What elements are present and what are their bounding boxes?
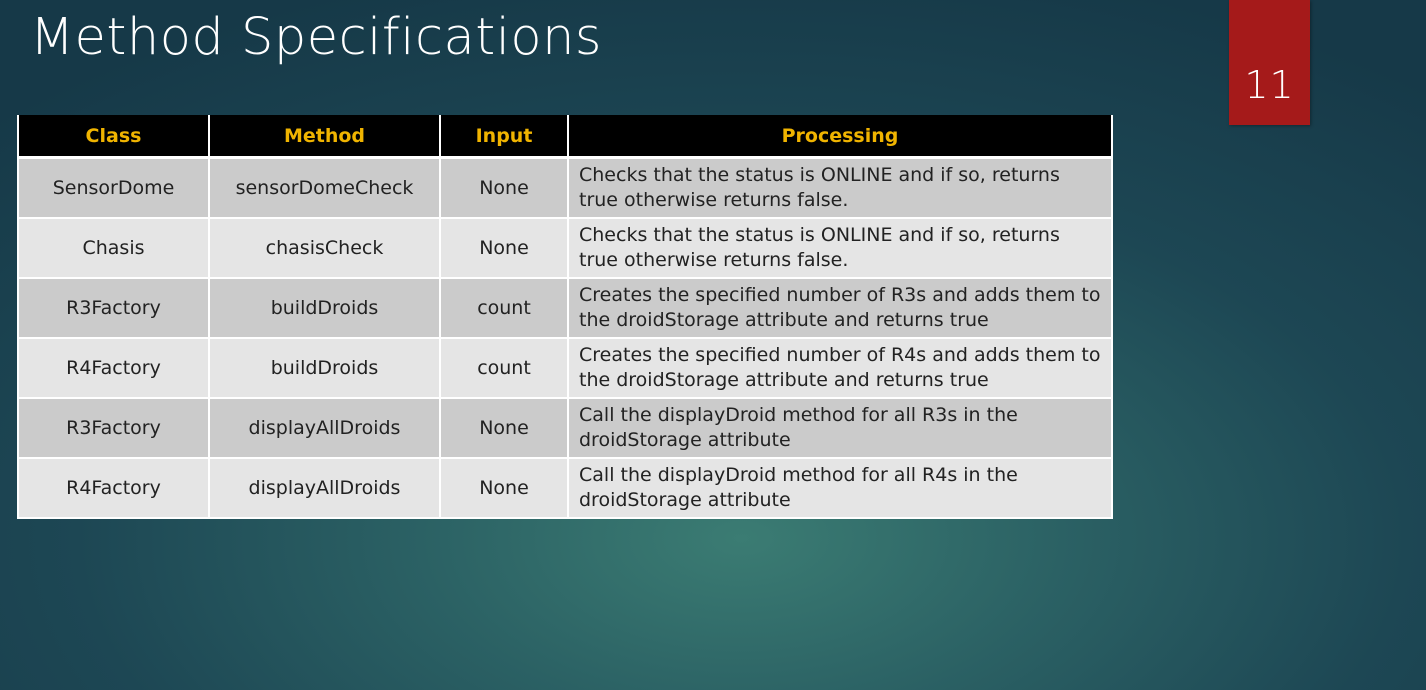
table-row xyxy=(18,158,1112,219)
table-row xyxy=(18,458,1112,518)
page-number: 11 xyxy=(1244,63,1295,107)
header-input: Input xyxy=(440,115,568,158)
cell-input: None xyxy=(440,398,568,458)
cell-method: displayAllDroids xyxy=(209,458,440,518)
cell-input: count xyxy=(440,278,568,338)
cell-processing: Creates the specified number of R4s and adds them to the droidStorage attribute and returns true xyxy=(568,338,1112,398)
cell-processing: Checks that the status is ONLINE and if so, returns true otherwise returns false. xyxy=(568,218,1112,278)
cell-input: None xyxy=(440,458,568,518)
table-header-row xyxy=(18,115,1112,158)
cell-method: buildDroids xyxy=(209,278,440,338)
cell-input: count xyxy=(440,338,568,398)
cell-processing: Call the displayDroid method for all R4s in the droidStorage attribute xyxy=(568,458,1112,518)
cell-class: SensorDome xyxy=(18,158,209,219)
page-number-badge xyxy=(1229,0,1310,125)
cell-processing: Checks that the status is ONLINE and if so, returns true otherwise returns false. xyxy=(568,158,1112,219)
cell-class: R3Factory xyxy=(18,398,209,458)
cell-class: R3Factory xyxy=(18,278,209,338)
cell-class: R4Factory xyxy=(18,458,209,518)
table-row xyxy=(18,338,1112,398)
slide-title: Method Specifications xyxy=(30,8,602,67)
method-spec-table xyxy=(17,115,1113,519)
cell-method: sensorDomeCheck xyxy=(209,158,440,219)
cell-class: Chasis xyxy=(18,218,209,278)
table-row xyxy=(18,398,1112,458)
cell-input: None xyxy=(440,158,568,219)
header-processing: Processing xyxy=(568,115,1112,158)
cell-method: buildDroids xyxy=(209,338,440,398)
cell-method: displayAllDroids xyxy=(209,398,440,458)
cell-class: R4Factory xyxy=(18,338,209,398)
cell-method: chasisCheck xyxy=(209,218,440,278)
cell-input: None xyxy=(440,218,568,278)
table-row xyxy=(18,278,1112,338)
cell-processing: Call the displayDroid method for all R3s in the droidStorage attribute xyxy=(568,398,1112,458)
table-row xyxy=(18,218,1112,278)
cell-processing: Creates the specified number of R3s and adds them to the droidStorage attribute and returns true xyxy=(568,278,1112,338)
header-method: Method xyxy=(209,115,440,158)
header-class: Class xyxy=(18,115,209,158)
